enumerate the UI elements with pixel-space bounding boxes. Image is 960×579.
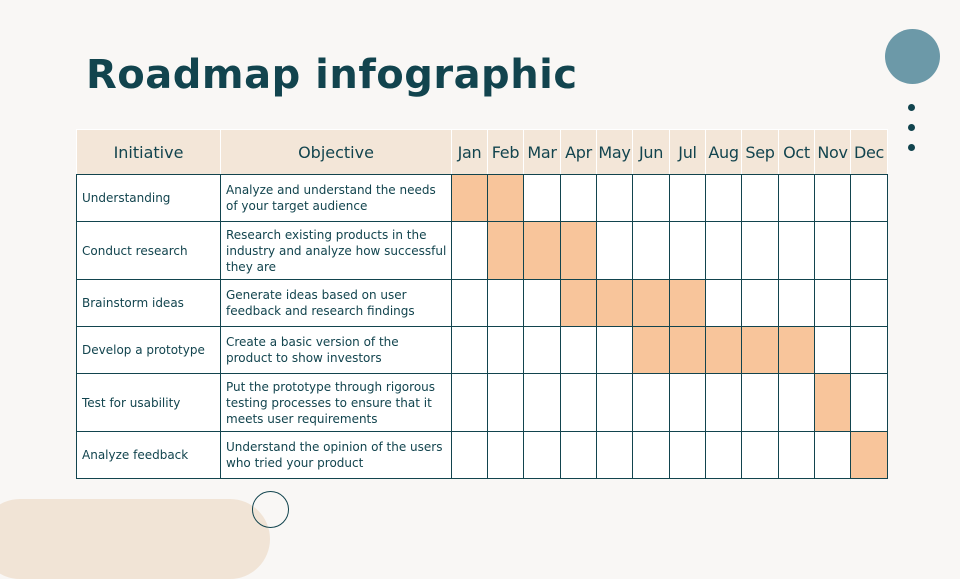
header-objective: Objective <box>221 130 452 175</box>
table-row <box>77 432 888 479</box>
decorative-circle <box>885 29 940 84</box>
timeline-empty-cell <box>452 374 488 432</box>
timeline-empty-cell <box>851 327 888 374</box>
timeline-empty-cell <box>561 432 597 479</box>
header-month-jun: Jun <box>633 130 670 175</box>
timeline-bar-cell <box>851 432 888 479</box>
timeline-empty-cell <box>597 222 633 280</box>
timeline-empty-cell <box>452 222 488 280</box>
timeline-bar-cell <box>633 327 670 374</box>
header-month-may: May <box>597 130 633 175</box>
timeline-empty-cell <box>452 280 488 327</box>
header-month-apr: Apr <box>561 130 597 175</box>
timeline-empty-cell <box>742 432 779 479</box>
timeline-empty-cell <box>742 374 779 432</box>
table-row <box>77 222 888 280</box>
timeline-bar-cell <box>597 280 633 327</box>
header-month-mar: Mar <box>524 130 561 175</box>
objective-cell: Analyze and understand the needs of your target audience <box>221 175 452 222</box>
timeline-bar-cell <box>488 175 524 222</box>
timeline-empty-cell <box>561 374 597 432</box>
timeline-bar-cell <box>742 327 779 374</box>
timeline-empty-cell <box>779 175 815 222</box>
timeline-bar-cell <box>670 327 706 374</box>
header-month-jul: Jul <box>670 130 706 175</box>
timeline-empty-cell <box>633 222 670 280</box>
timeline-empty-cell <box>524 432 561 479</box>
timeline-empty-cell <box>779 280 815 327</box>
initiative-cell: Develop a prototype <box>77 327 221 374</box>
timeline-empty-cell <box>670 432 706 479</box>
timeline-bar-cell <box>815 374 851 432</box>
table-row <box>77 327 888 374</box>
timeline-bar-cell <box>524 222 561 280</box>
timeline-empty-cell <box>524 280 561 327</box>
timeline-empty-cell <box>742 175 779 222</box>
timeline-empty-cell <box>633 432 670 479</box>
timeline-empty-cell <box>597 175 633 222</box>
timeline-empty-cell <box>597 432 633 479</box>
initiative-cell: Test for usability <box>77 374 221 432</box>
decorative-dots <box>908 104 918 164</box>
timeline-empty-cell <box>815 327 851 374</box>
timeline-empty-cell <box>779 432 815 479</box>
objective-cell: Create a basic version of the product to show investors <box>221 327 452 374</box>
timeline-empty-cell <box>779 374 815 432</box>
initiative-cell: Analyze feedback <box>77 432 221 479</box>
header-month-sep: Sep <box>742 130 779 175</box>
timeline-empty-cell <box>706 432 742 479</box>
timeline-bar-cell <box>633 280 670 327</box>
timeline-empty-cell <box>524 175 561 222</box>
timeline-empty-cell <box>633 374 670 432</box>
objective-cell: Put the prototype through rigorous testing processes to ensure that it meets user requirements <box>221 374 452 432</box>
timeline-empty-cell <box>742 222 779 280</box>
timeline-empty-cell <box>597 374 633 432</box>
header-month-jan: Jan <box>452 130 488 175</box>
header-month-dec: Dec <box>851 130 888 175</box>
header-month-oct: Oct <box>779 130 815 175</box>
decorative-ring <box>252 491 289 528</box>
timeline-empty-cell <box>488 327 524 374</box>
timeline-empty-cell <box>633 175 670 222</box>
table-row <box>77 374 888 432</box>
timeline-empty-cell <box>815 432 851 479</box>
timeline-bar-cell <box>488 222 524 280</box>
timeline-empty-cell <box>670 222 706 280</box>
timeline-empty-cell <box>561 327 597 374</box>
initiative-cell: Brainstorm ideas <box>77 280 221 327</box>
roadmap-table <box>76 129 888 479</box>
timeline-empty-cell <box>815 280 851 327</box>
decorative-blob <box>0 499 270 579</box>
timeline-bar-cell <box>706 327 742 374</box>
timeline-empty-cell <box>670 175 706 222</box>
timeline-bar-cell <box>452 175 488 222</box>
timeline-empty-cell <box>524 374 561 432</box>
timeline-empty-cell <box>742 280 779 327</box>
timeline-empty-cell <box>851 222 888 280</box>
timeline-empty-cell <box>452 327 488 374</box>
timeline-bar-cell <box>561 280 597 327</box>
header-month-nov: Nov <box>815 130 851 175</box>
timeline-empty-cell <box>815 175 851 222</box>
objective-cell: Research existing products in the industry and analyze how successful they are <box>221 222 452 280</box>
timeline-bar-cell <box>670 280 706 327</box>
timeline-empty-cell <box>488 374 524 432</box>
initiative-cell: Conduct research <box>77 222 221 280</box>
header-month-aug: Aug <box>706 130 742 175</box>
timeline-empty-cell <box>815 222 851 280</box>
timeline-empty-cell <box>488 280 524 327</box>
timeline-empty-cell <box>524 327 561 374</box>
timeline-empty-cell <box>706 280 742 327</box>
header-initiative: Initiative <box>77 130 221 175</box>
initiative-cell: Understanding <box>77 175 221 222</box>
objective-cell: Understand the opinion of the users who tried your product <box>221 432 452 479</box>
timeline-bar-cell <box>779 327 815 374</box>
table-row <box>77 175 888 222</box>
timeline-empty-cell <box>706 374 742 432</box>
timeline-empty-cell <box>851 280 888 327</box>
timeline-bar-cell <box>561 222 597 280</box>
timeline-empty-cell <box>561 175 597 222</box>
page-title: Roadmap infographic <box>86 52 578 98</box>
timeline-empty-cell <box>706 175 742 222</box>
timeline-empty-cell <box>670 374 706 432</box>
timeline-empty-cell <box>706 222 742 280</box>
header-month-feb: Feb <box>488 130 524 175</box>
timeline-empty-cell <box>452 432 488 479</box>
objective-cell: Generate ideas based on user feedback and research findings <box>221 280 452 327</box>
timeline-empty-cell <box>597 327 633 374</box>
table-row <box>77 280 888 327</box>
timeline-empty-cell <box>851 175 888 222</box>
timeline-empty-cell <box>779 222 815 280</box>
timeline-empty-cell <box>851 374 888 432</box>
table-header-row <box>77 130 888 175</box>
timeline-empty-cell <box>488 432 524 479</box>
